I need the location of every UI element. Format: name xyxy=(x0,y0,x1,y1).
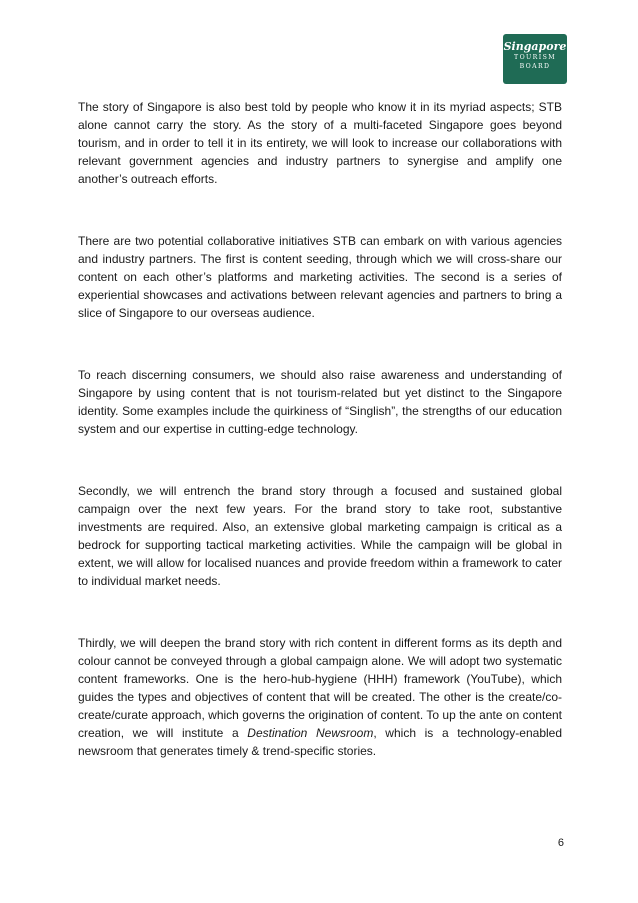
document-body xyxy=(78,98,562,804)
paragraph-global-campaign: Secondly, we will entrench the brand story through a focused and sustained global campaign over the next few years. For the brand story to take root, substantive investments are required. Also, an extensive global marketing campaign is critical as a bedrock for supporting tactical marketing activities. While the campaign will be global in extent, we will allow for localised nuances and provide freedom within a framework to cater to individual market needs. xyxy=(78,484,562,588)
destination-newsroom-term: Destination Newsroom xyxy=(247,726,374,740)
page-number: 6 xyxy=(557,837,564,849)
paragraph-rich-content-text-start: Thirdly, we will deepen the brand story with rich content in different forms as its depth and colour cannot be conveyed through a global campaign alone. We will adopt two systematic content frameworks. One is the hero-hub-hygiene (HHH) framework (YouTube), which guides the types and objectives of content that will be created. The other is the create/co-create/curate approach, which governs the origination of content. To up the ante on content creation, we will institute a xyxy=(78,636,562,740)
paragraph-collaborations: The story of Singapore is also best told by people who know it in its myriad aspects; STB alone cannot carry the story. As the story of a multi-faceted Singapore goes beyond tourism, and in order to tell it in its entirety, we will look to increase our collaborations with relevant government agencies and industry partners to synergise and amplify one another’s outreach efforts. xyxy=(78,100,562,186)
paragraph-rich-content xyxy=(78,634,562,760)
logo-script-text: Singapore xyxy=(503,40,567,53)
singapore-tourism-board-logo xyxy=(503,34,567,84)
logo-board-text: BOARD xyxy=(519,63,551,70)
logo-tourism-text: TOURISM xyxy=(514,54,556,61)
paragraph-discerning-consumers: To reach discerning consumers, we should also raise awareness and understanding of Singapore by using content that is not tourism-related but yet distinct to the Singapore identity. Some examples include the quirkiness of “Singlish”, the strengths of our education system and our expertise in cutting-edge technology. xyxy=(78,368,562,436)
paragraph-rich-content-text-end: , which is a technology-enabled newsroom that generates timely & trend-specific stories. xyxy=(78,726,563,758)
paragraph-collaborative-initiatives: There are two potential collaborative initiatives STB can embark on with various agencies and industry partners. The first is content seeding, through which we will cross-share our content on each other’s platforms and marketing activities. The second is a series of experiential showcases and activations between relevant agencies and partners to bring a slice of Singapore to our overseas audience. xyxy=(78,234,562,320)
